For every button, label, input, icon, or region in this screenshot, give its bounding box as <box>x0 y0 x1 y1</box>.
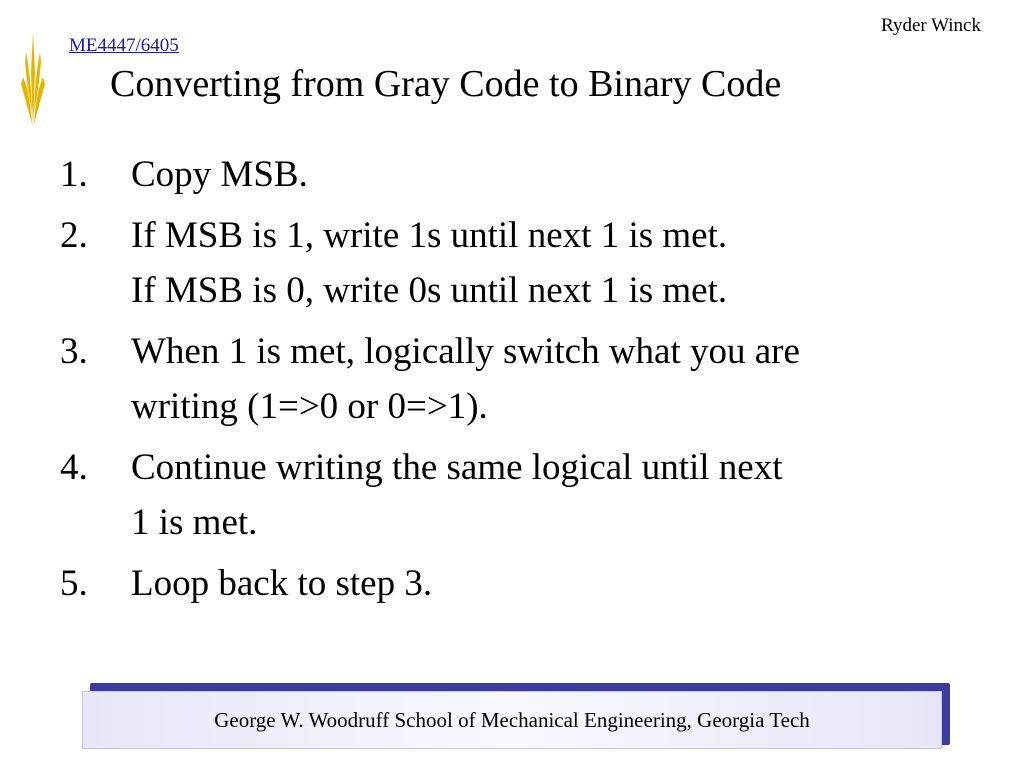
steps-list <box>60 147 990 617</box>
step-item <box>60 147 990 202</box>
step-item <box>60 440 990 550</box>
step-line: Copy MSB. <box>131 154 308 195</box>
step-item <box>60 556 990 611</box>
course-code-link[interactable]: ME4447/6405 <box>69 35 179 56</box>
author-name: Ryder Winck <box>881 15 981 36</box>
footer-text: George W. Woodruff School of Mechanical Engineering, Georgia Tech <box>214 707 810 732</box>
step-text <box>131 147 990 202</box>
step-line: Loop back to step 3. <box>131 563 433 604</box>
step-text <box>131 324 990 434</box>
step-line: If MSB is 1, write 1s until next 1 is met. <box>131 215 728 256</box>
step-line: writing (1=>0 or 0=>1). <box>131 386 488 427</box>
step-line: If MSB is 0, write 0s until next 1 is met. <box>131 270 728 311</box>
step-number: 4. <box>60 447 88 488</box>
georgia-tech-flame-logo-icon <box>20 32 46 128</box>
step-line: When 1 is met, logically switch what you are <box>131 331 800 372</box>
step-text <box>131 208 990 318</box>
step-number: 1. <box>60 154 88 195</box>
step-text <box>131 440 990 550</box>
step-number: 2. <box>60 215 88 256</box>
step-number: 3. <box>60 331 88 372</box>
step-text <box>131 556 990 611</box>
step-line: 1 is met. <box>131 502 258 543</box>
step-item <box>60 208 990 318</box>
footer-banner <box>82 691 942 749</box>
step-line: Continue writing the same logical until next <box>131 447 783 488</box>
slide-title: Converting from Gray Code to Binary Code <box>110 63 782 105</box>
step-number: 5. <box>60 563 88 604</box>
step-item <box>60 324 990 434</box>
